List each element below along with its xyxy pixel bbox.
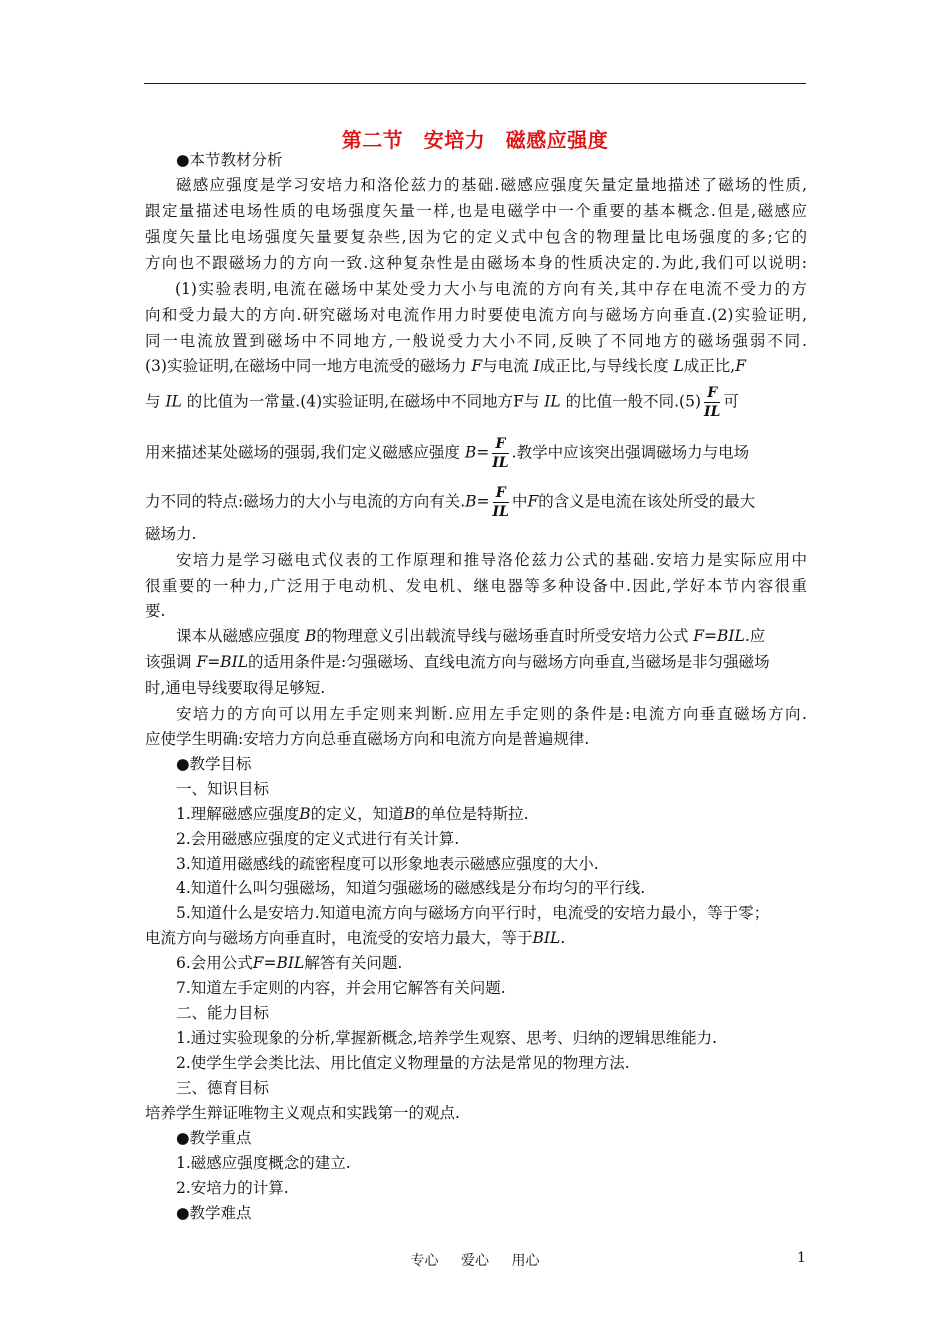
fraction-f-over-il: [492, 436, 508, 471]
symbol-b: B=: [465, 492, 490, 511]
list-item: 2.安培力的计算.: [176, 1179, 289, 1197]
text-span: 的比值为一常量.(4)实验证明,在磁场中不同地方F与: [181, 392, 545, 411]
symbol-il: IL: [544, 392, 561, 411]
text-span: 中: [511, 492, 528, 511]
fraction-denominator: IL: [492, 455, 509, 471]
section-heading-difficulties: ●教学难点: [176, 1204, 252, 1222]
paragraph-line: 应使学生明确:安培力方向总垂直磁场方向和电流方向是普遍规律.: [145, 730, 590, 748]
paragraph-line: 跟定量描述电场性质的电场强度矢量一样,也是电磁学中一个重要的基本概念.但是,磁感应: [145, 202, 807, 220]
fraction-f-over-il: [493, 485, 509, 520]
paragraph-line: 磁场力.: [145, 525, 197, 543]
paragraph-line: 安培力是学习磁电式仪表的工作原理和推导洛伦兹力公式的基础.安培力是实际应用中: [176, 551, 807, 569]
text-span: 用来描述某处磁场的强弱,我们定义磁感应强度: [145, 443, 465, 462]
paragraph-line: [145, 652, 807, 672]
text-span: 1.理解磁感应强度: [176, 805, 300, 823]
fraction-numerator: F: [492, 436, 508, 454]
text-span: .应: [744, 627, 766, 645]
paragraph-line: 磁感应强度是学习安培力和洛伦兹力的基础.磁感应强度矢量定量地描述了磁场的性质,: [176, 176, 807, 194]
text-span: 与电流: [482, 357, 534, 375]
symbol-l: L: [673, 357, 684, 375]
symbol-b: B: [299, 805, 311, 823]
paragraph-line: [145, 356, 807, 376]
paragraph-line: 同一电流放置到磁场中不同地方,一般说受力大小不同,反映了不同地方的磁场强弱不同.: [145, 332, 807, 350]
page-footer: [0, 1250, 950, 1270]
section-heading-goals: ●教学目标: [176, 755, 252, 773]
list-item-continuation: [145, 928, 807, 948]
text-span: 的定义，知道: [310, 805, 404, 823]
formula-f-bil: F=BIL: [196, 653, 248, 671]
paragraph-line: [145, 385, 807, 420]
text-span: .教学中应该突出强调磁场力与电场: [511, 443, 750, 462]
text-span: 的单位是特斯拉.: [415, 805, 529, 823]
symbol-b: B=: [464, 443, 490, 462]
paragraph-line: 时,通电导线要取得足够短.: [145, 679, 326, 697]
symbol-il: IL: [165, 392, 182, 411]
text-span: 成正比,: [683, 357, 736, 375]
list-item: 1.通过实验现象的分析,掌握新概念,培养学生观察、思考、归纳的逻辑思维能力.: [176, 1029, 718, 1047]
symbol-f: F: [471, 357, 483, 375]
list-item: 4.知道什么叫匀强磁场，知道匀强磁场的磁感线是分布均匀的平行线.: [176, 879, 646, 897]
paragraph-line: [145, 485, 807, 520]
text-span: 电流方向与磁场方向垂直时，电流受的安培力最大，等于: [145, 929, 533, 947]
formula-f-bil: F=BIL: [252, 954, 305, 972]
paragraph-line: 强度矢量比电场强度矢量要复杂些,因为它的定义式中包含的物理量比电场强度的多;它的: [145, 228, 807, 246]
text-span: 的比值一般不同.(5): [560, 392, 702, 411]
text-span: 6.会用公式: [176, 954, 253, 972]
section-heading-analysis: ●本节教材分析: [176, 151, 283, 169]
text-span: 可: [723, 392, 739, 411]
footer-text: 用心: [511, 1253, 540, 1269]
paragraph-line: [145, 436, 807, 471]
list-item: 5.知道什么是安培力.知道电流方向与磁场方向平行时，电流受的安培力最小，等于零；: [176, 904, 770, 922]
text-span: 解答有关问题.: [304, 954, 403, 972]
text-span: 的物理意义引出载流导线与磁场垂直时所受安培力公式: [316, 627, 694, 645]
list-item: 3.知道用磁感线的疏密程度可以形象地表示磁感应强度的大小.: [176, 855, 599, 873]
paragraph-line: 很重要的一种力,广泛用于电动机、发电机、继电器等多种设备中.因此,学好本节内容很重: [145, 577, 807, 595]
fraction-numerator: F: [493, 485, 509, 503]
text-span: 课本从磁感应强度: [176, 627, 305, 645]
symbol-b: B: [304, 627, 317, 645]
text-span: (3)实验证明,在磁场中同一地方电流受的磁场力: [145, 357, 472, 375]
section-heading-key-points: ●教学重点: [176, 1129, 252, 1147]
fraction-denominator: IL: [492, 504, 509, 520]
paragraph-line: 向和受力最大的方向.研究磁场对电流作用力时要使电流方向与磁场方向垂直.(2)实验证明,: [145, 306, 807, 324]
text-span: 的含义是电流在该处所受的最大: [538, 492, 756, 511]
symbol-f: F: [735, 357, 746, 375]
fraction-numerator: F: [704, 385, 720, 403]
header-rule: [144, 83, 806, 84]
page-title: 第二节 安培力 磁感应强度: [341, 128, 609, 152]
paragraph-line: 要.: [145, 602, 166, 620]
symbol-b: B: [403, 805, 416, 823]
list-item: 2.会用磁感应强度的定义式进行有关计算.: [176, 830, 460, 848]
text-span: 的适用条件是:匀强磁场、直线电流方向与磁场方向垂直,当磁场是非匀强磁场: [248, 653, 770, 671]
subheading-ability: 二、能力目标: [176, 1004, 270, 1022]
text-span: 力不同的特点:磁场力的大小与电流的方向有关.: [145, 492, 466, 511]
footer-text: 爱心: [461, 1253, 489, 1269]
paragraph-line: [145, 626, 807, 646]
list-item: 7.知道左手定则的内容，并会用它解答有关问题.: [176, 979, 506, 997]
list-item: [145, 953, 807, 973]
text-span: 该强调: [145, 653, 197, 671]
list-item: [145, 804, 807, 824]
text-span: 与: [145, 392, 166, 411]
list-item: 2.使学生学会类比法、用比值定义物理量的方法是常见的物理方法.: [176, 1054, 630, 1072]
subheading-moral: 三、德育目标: [176, 1079, 270, 1097]
list-item: 1.磁感应强度概念的建立.: [176, 1154, 351, 1172]
fraction-f-over-il: [704, 385, 720, 420]
symbol-i: I: [533, 357, 540, 375]
paragraph-line: 方向也不跟磁场力的方向一致.这种复杂性是由磁场本身的性质决定的.为此,我们可以说明:: [145, 254, 807, 272]
footer-text: 专心: [410, 1253, 439, 1269]
paragraph-line: (1)实验表明,电流在磁场中某处受力大小与电流的方向有关,其中存在电流不受力的方: [175, 280, 807, 298]
text-span: .: [560, 929, 566, 947]
list-item: 培养学生辩证唯物主义观点和实践第一的观点.: [145, 1104, 460, 1122]
fraction-denominator: IL: [704, 404, 721, 420]
text-span: 成正比,与导线长度: [539, 357, 674, 375]
page-number: 1: [797, 1250, 806, 1266]
formula-f-bil: F=BIL: [693, 627, 745, 645]
paragraph-line: 安培力的方向可以用左手定则来判断.应用左手定则的条件是:电流方向垂直磁场方向.: [176, 705, 807, 723]
subheading-knowledge: 一、知识目标: [176, 780, 270, 798]
formula-bil: BIL: [532, 929, 561, 947]
symbol-f: F: [527, 492, 539, 511]
